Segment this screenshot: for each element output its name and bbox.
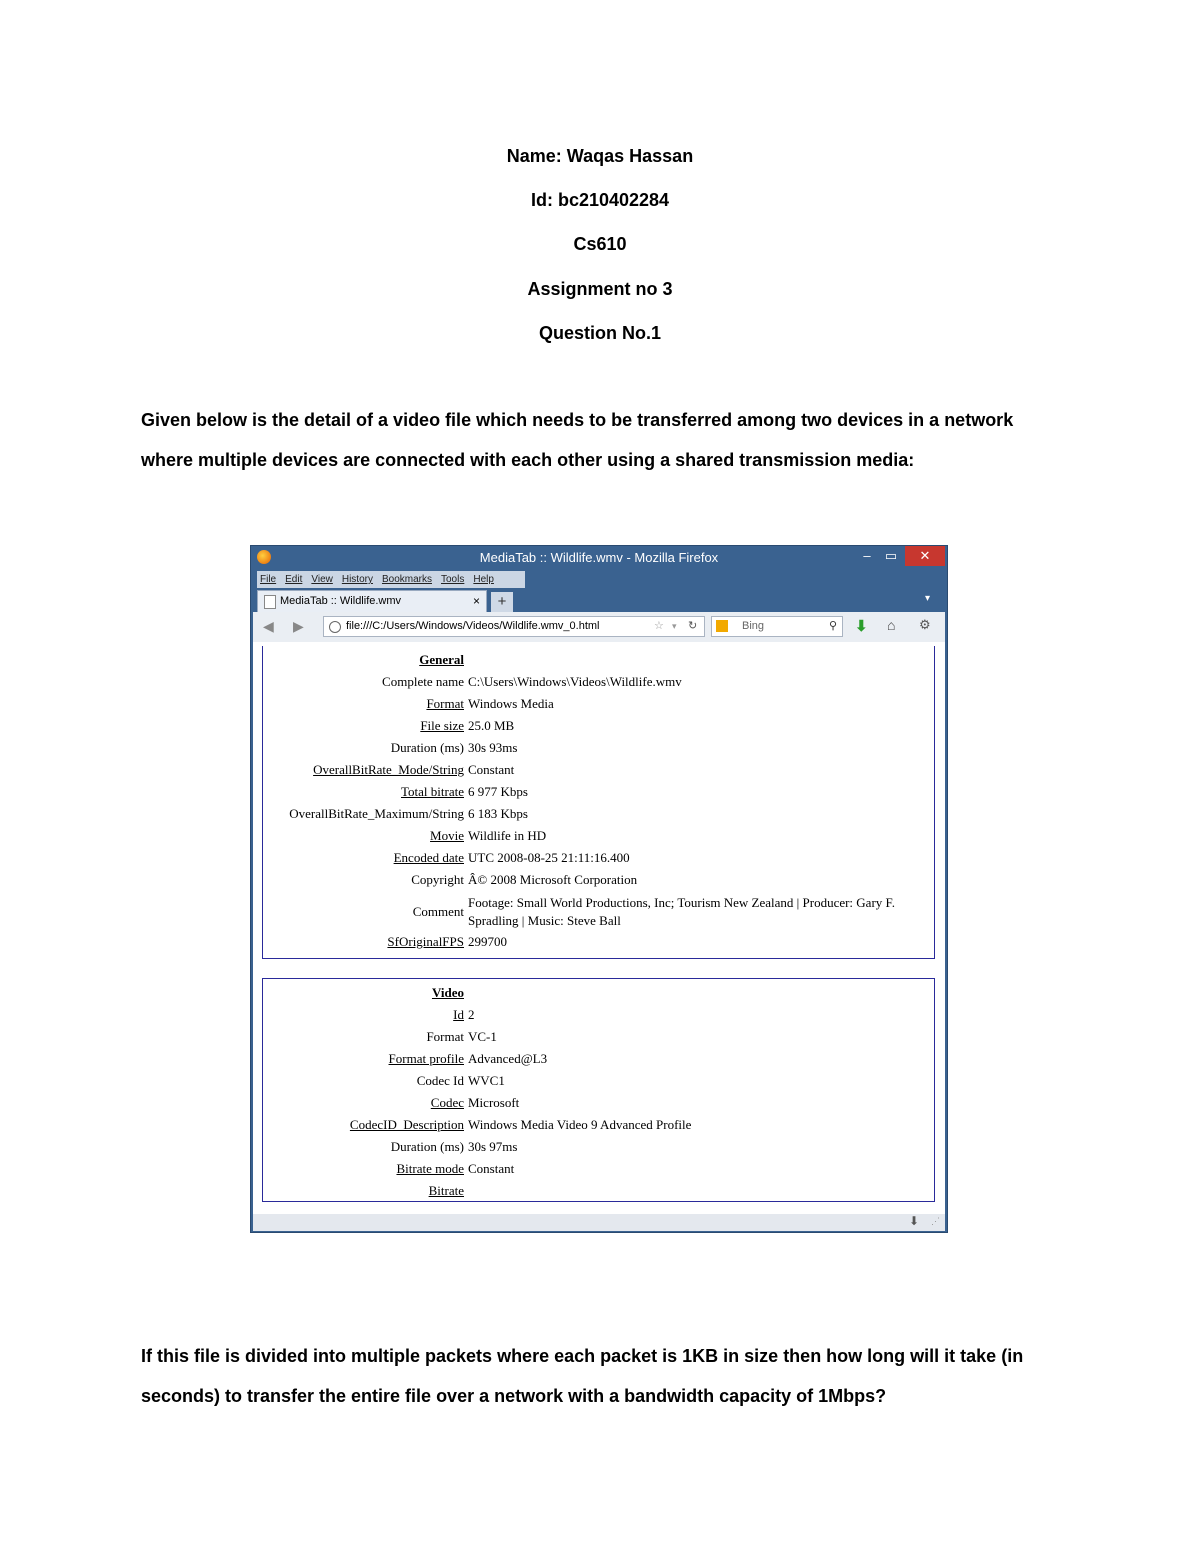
table-row xyxy=(263,1007,936,1027)
table-row xyxy=(263,762,936,782)
row-value: Advanced@L3 xyxy=(468,1051,548,1066)
row-key-link[interactable]: SfOriginalFPS xyxy=(387,934,464,949)
row-key: Format xyxy=(426,1029,464,1044)
table-row xyxy=(263,740,936,760)
row-key-link[interactable]: File size xyxy=(420,718,464,733)
question-line-1: If this file is divided into multiple packets where each packet is 1KB in size then how long will it take (in xyxy=(141,1346,1024,1366)
row-key-link[interactable]: Bitrate xyxy=(428,1183,464,1198)
row-value: 25.0 MB xyxy=(468,718,515,733)
row-key-link[interactable]: OverallBitRate_Mode/String xyxy=(313,762,464,777)
address-bar[interactable] xyxy=(323,616,705,637)
status-bar xyxy=(253,1214,945,1231)
title-bar xyxy=(251,546,947,570)
question-paragraph xyxy=(141,1336,1071,1416)
close-window-button[interactable]: ✕ xyxy=(905,546,945,566)
menu-help[interactable]: Help xyxy=(473,574,494,585)
row-value: 2 xyxy=(468,1007,475,1022)
row-value: C:\Users\Windows\Videos\Wildlife.wmv xyxy=(468,674,682,689)
row-value: Constant xyxy=(468,762,515,777)
search-input: Bing xyxy=(742,620,765,632)
addon-icon[interactable]: ⚙ xyxy=(919,617,931,632)
resize-grip-icon[interactable]: ⋰ xyxy=(931,1216,940,1226)
general-heading[interactable]: General xyxy=(419,652,464,667)
table-row xyxy=(263,1073,936,1093)
row-key-link[interactable]: Id xyxy=(453,1007,464,1022)
intro-paragraph xyxy=(141,400,1071,480)
video-heading[interactable]: Video xyxy=(431,985,464,1000)
table-row xyxy=(263,1095,936,1115)
table-row xyxy=(263,1029,936,1049)
video-section xyxy=(262,978,935,1202)
general-heading-row xyxy=(263,652,936,672)
video-heading-row xyxy=(263,985,936,1005)
menu-history[interactable]: History xyxy=(341,574,373,585)
row-value: Windows Media xyxy=(468,696,554,711)
new-tab-button[interactable]: + xyxy=(491,592,513,612)
forward-arrow-icon[interactable]: ▶ xyxy=(293,618,304,634)
question-number: Question No.1 xyxy=(538,323,661,343)
download-arrow-icon[interactable]: ⬇ xyxy=(855,618,868,635)
row-key-link[interactable]: Total bitrate xyxy=(401,784,464,799)
intro-line-1: Given below is the detail of a video file which needs to be transferred among two devices in a network xyxy=(141,410,1014,430)
row-key: Codec Id xyxy=(416,1073,464,1088)
row-key-link[interactable]: Format xyxy=(426,696,464,711)
menu-file[interactable]: File xyxy=(260,574,277,585)
row-value: Windows Media Video 9 Advanced Profile xyxy=(468,1117,692,1132)
table-row xyxy=(263,718,936,738)
bookmark-star-icon[interactable]: ☆ xyxy=(654,620,664,632)
question-line-2: seconds) to transfer the entire file over a network with a bandwidth capacity of 1Mbps? xyxy=(141,1386,887,1406)
row-key: Duration (ms) xyxy=(390,1139,464,1154)
table-row xyxy=(263,1183,936,1203)
student-name: Name: Waqas Hassan xyxy=(506,146,694,166)
table-row xyxy=(263,674,936,694)
table-row xyxy=(263,1139,936,1159)
table-row xyxy=(263,784,936,804)
table-row xyxy=(263,850,936,870)
table-row xyxy=(263,828,936,848)
course-code: Cs610 xyxy=(573,234,627,254)
general-section xyxy=(262,646,935,959)
table-row xyxy=(263,696,936,716)
row-value: 6 183 Kbps xyxy=(468,806,528,821)
navigation-bar xyxy=(253,612,945,642)
browser-screenshot xyxy=(250,545,948,1233)
row-value: VC-1 xyxy=(468,1029,497,1044)
row-value: 30s 97ms xyxy=(468,1139,518,1154)
row-key-link[interactable]: Bitrate mode xyxy=(396,1161,464,1176)
row-key-link[interactable]: Movie xyxy=(430,828,464,843)
url-dropdown-icon[interactable]: ▾ xyxy=(672,621,677,631)
row-value: Footage: Small World Productions, Inc; Tourism New Zealand | Producer: Gary F. Spradling | Music: Steve Ball xyxy=(468,895,895,928)
maximize-button[interactable]: ▭ xyxy=(884,548,898,563)
row-key: Comment xyxy=(412,904,464,919)
table-row xyxy=(263,894,936,932)
row-key-link[interactable]: CodecID_Description xyxy=(349,1117,464,1132)
row-key-link[interactable]: Format profile xyxy=(388,1051,464,1066)
table-row xyxy=(263,806,936,826)
browser-tab[interactable] xyxy=(257,590,487,612)
student-id: Id: bc210402284 xyxy=(530,190,670,210)
row-key-link[interactable]: Encoded date xyxy=(393,850,464,865)
row-value: UTC 2008-08-25 21:11:16.400 xyxy=(468,850,630,865)
row-value: 299700 xyxy=(468,934,507,949)
row-value: WVC1 xyxy=(468,1073,505,1088)
row-key: OverallBitRate_Maximum/String xyxy=(289,806,464,821)
menu-tools[interactable]: Tools xyxy=(441,574,465,585)
tab-close-icon[interactable]: × xyxy=(472,594,480,608)
search-icon[interactable]: ⚲ xyxy=(828,620,837,632)
row-key: Copyright xyxy=(411,872,464,887)
row-value: 6 977 Kbps xyxy=(468,784,528,799)
url-text: file:///C:/Users/Windows/Videos/Wildlife.wmv_0.html xyxy=(346,620,600,632)
page-icon xyxy=(264,595,276,609)
globe-icon xyxy=(329,621,341,633)
tab-list-icon[interactable]: ▾ xyxy=(925,593,931,604)
minimize-button[interactable]: – xyxy=(863,548,871,563)
table-row xyxy=(263,1051,936,1071)
search-box[interactable] xyxy=(711,616,843,637)
menu-bookmarks[interactable]: Bookmarks xyxy=(381,574,432,585)
row-value: Wildlife in HD xyxy=(468,828,547,843)
home-icon[interactable]: ⌂ xyxy=(887,617,896,633)
row-key: Complete name xyxy=(382,674,464,689)
reload-icon[interactable]: ↻ xyxy=(688,620,698,632)
row-value: Constant xyxy=(468,1161,515,1176)
row-value: Â© 2008 Microsoft Corporation xyxy=(468,872,638,887)
table-row xyxy=(263,872,936,892)
back-arrow-icon[interactable]: ◀ xyxy=(263,618,274,634)
search-engine-icon[interactable] xyxy=(716,620,728,632)
tab-title: MediaTab :: Wildlife.wmv xyxy=(280,595,402,607)
page-content xyxy=(253,642,945,1214)
assignment-number: Assignment no 3 xyxy=(527,279,673,299)
menu-bar xyxy=(257,571,525,588)
row-key: Duration (ms) xyxy=(390,740,464,755)
table-row xyxy=(263,1161,936,1181)
menu-view[interactable]: View xyxy=(311,574,333,585)
intro-line-2: where multiple devices are connected with each other using a shared transmission media: xyxy=(141,450,915,470)
table-row xyxy=(263,934,936,954)
table-row xyxy=(263,1117,936,1137)
download-status-icon[interactable]: ⬇ xyxy=(909,1214,920,1228)
row-value: 30s 93ms xyxy=(468,740,518,755)
window-title: MediaTab :: Wildlife.wmv - Mozilla Firefox xyxy=(479,550,719,565)
menu-edit[interactable]: Edit xyxy=(285,574,303,585)
row-key-link[interactable]: Codec xyxy=(430,1095,464,1110)
row-value: Microsoft xyxy=(468,1095,520,1110)
